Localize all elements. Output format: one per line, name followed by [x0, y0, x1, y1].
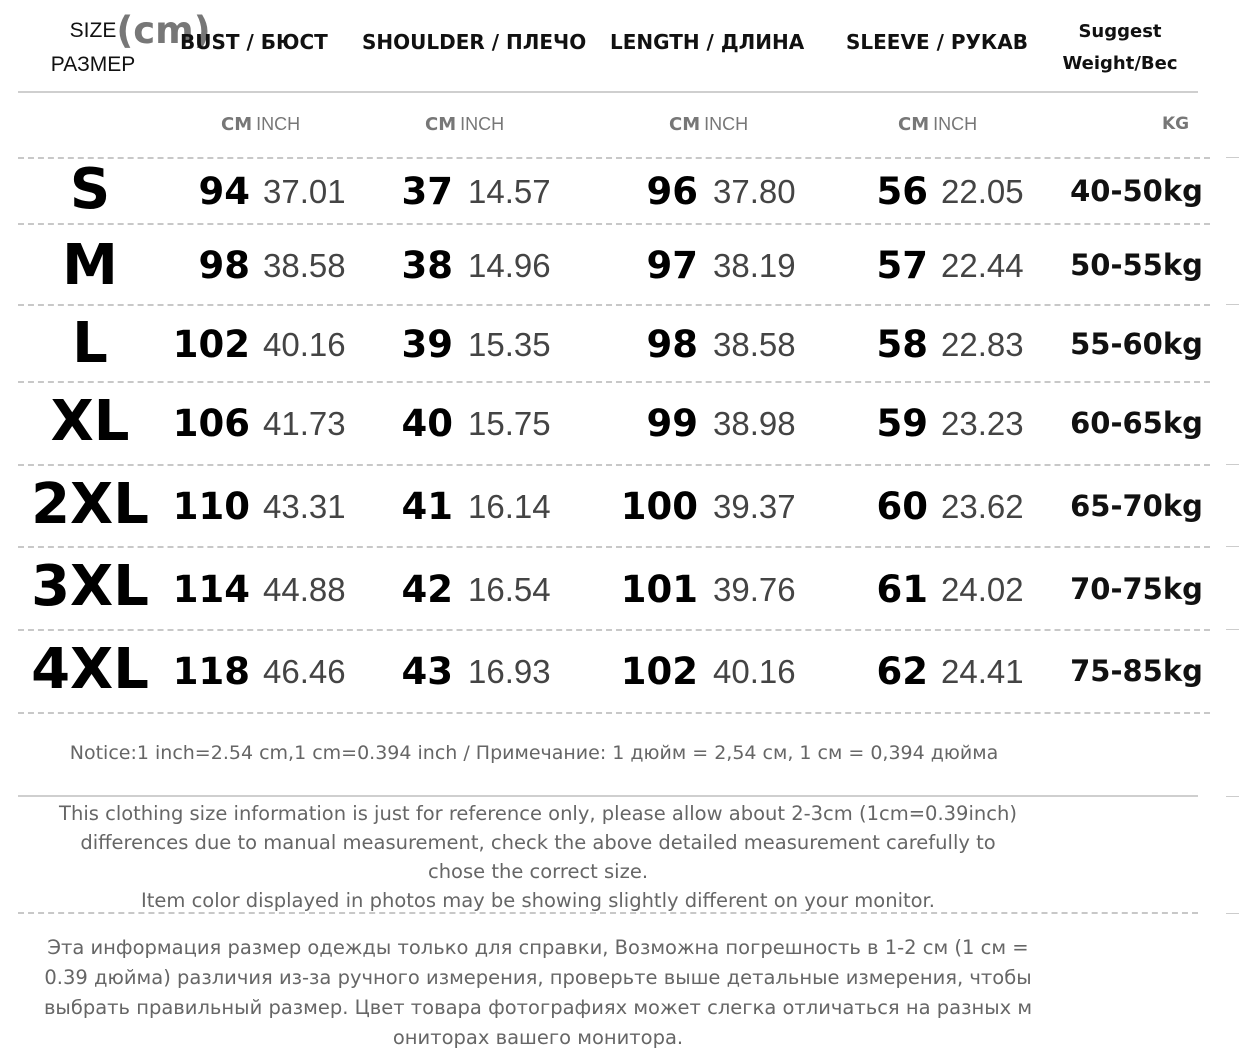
shoulder-inch: 15.35	[468, 326, 551, 363]
size-label: L	[72, 311, 108, 376]
row-divider	[18, 304, 1210, 306]
length-cm: 100	[620, 485, 698, 528]
sleeve-cm: 60	[876, 485, 928, 528]
sleeve-inch: 24.41	[941, 653, 1024, 690]
shoulder-inch: 16.93	[468, 653, 551, 690]
bust-cm: 98	[198, 244, 250, 287]
unit-kg: KG	[1162, 114, 1190, 134]
sleeve-header: SLEEVE / РУКАВ	[846, 30, 1028, 54]
table-row	[0, 227, 1239, 304]
russian-note-line: ониторах вашего монитора.	[392, 1026, 684, 1049]
length-cm: 101	[620, 568, 698, 611]
bust-units	[221, 114, 300, 135]
sleeve-inch: 24.02	[941, 571, 1024, 608]
bust-header: BUST / БЮСТ	[180, 30, 328, 54]
shoulder-inch: 14.96	[468, 247, 551, 284]
length-inch: 39.37	[713, 488, 796, 525]
edge-tick	[1226, 913, 1239, 914]
unit-cm: CM	[221, 114, 253, 135]
edge-tick	[1226, 796, 1239, 797]
english-note-line: This clothing size information is just for reference only, please allow about 2-3cm (1cm=0.39inch)	[59, 802, 1017, 825]
length-cm: 99	[646, 402, 698, 445]
shoulder-inch: 15.75	[468, 405, 551, 442]
weight-value: 40-50kg	[1070, 174, 1203, 208]
size-header-label: SIZE	[69, 19, 117, 42]
shoulder-header: SHOULDER / ПЛЕЧО	[362, 30, 587, 54]
english-note-line: differences due to manual measurement, check the above detailed measurement carefully to	[80, 831, 996, 854]
conversion-notice: Notice:1 inch=2.54 cm,1 cm=0.394 inch / Примечание: 1 дюйм = 2,54 см, 1 см = 0,394 дюйма	[69, 742, 999, 764]
sleeve-inch: 22.05	[941, 173, 1024, 210]
length-cm: 102	[620, 650, 698, 693]
weight-value: 65-70kg	[1070, 489, 1203, 523]
english-note-line: Item color displayed in photos may be showing slightly different on your monitor.	[141, 889, 935, 912]
unit-cm: CM	[425, 114, 457, 135]
shoulder-inch: 16.54	[468, 571, 551, 608]
size-label: S	[69, 157, 111, 222]
russian-note-line: 0.39 дюйма) различия из-за ручного измерения, проверьте выше детальные измерения, чтобы	[44, 966, 1032, 989]
length-cm: 97	[646, 244, 698, 287]
edge-tick	[1226, 304, 1239, 305]
edge-tick	[1226, 464, 1239, 465]
row-divider	[18, 223, 1210, 225]
sleeve-inch: 22.44	[941, 247, 1024, 284]
edge-tick	[1226, 629, 1239, 630]
unit-inch: INCH	[460, 114, 505, 134]
edge-tick	[1226, 157, 1239, 158]
weight-header-suggest: Suggest	[1078, 21, 1162, 42]
sleeve-cm: 56	[876, 170, 928, 213]
bust-inch: 38.58	[263, 247, 346, 284]
table-row	[0, 308, 1239, 381]
length-inch: 38.58	[713, 326, 796, 363]
length-cm: 96	[646, 170, 698, 213]
shoulder-inch: 14.57	[468, 173, 551, 210]
size-label: M	[62, 233, 118, 298]
weight-value: 75-85kg	[1070, 654, 1203, 688]
sleeve-cm: 62	[876, 650, 928, 693]
sleeve-cm: 59	[876, 402, 928, 445]
row-divider	[18, 381, 1210, 383]
shoulder-cm: 39	[401, 323, 453, 366]
row-divider	[18, 712, 1210, 714]
notes-divider	[18, 795, 1198, 797]
size-label: 2XL	[31, 472, 149, 537]
header-divider	[18, 91, 1198, 93]
shoulder-inch: 16.14	[468, 488, 551, 525]
size-label: 4XL	[31, 637, 149, 702]
bust-inch: 46.46	[263, 653, 346, 690]
russian-note	[18, 933, 1058, 1053]
length-inch: 37.80	[713, 173, 796, 210]
table-row	[0, 550, 1239, 629]
russian-note-line: Эта информация размер одежды только для справки, Возможна погрешность в 1-2 см (1 см =	[47, 936, 1029, 959]
sleeve-inch: 22.83	[941, 326, 1024, 363]
bust-cm: 110	[172, 485, 250, 528]
sleeve-cm: 61	[876, 568, 928, 611]
size-label: XL	[50, 389, 130, 454]
shoulder-cm: 38	[401, 244, 453, 287]
row-divider	[18, 157, 1210, 159]
english-note-line: chose the correct size.	[427, 860, 649, 883]
row-divider	[18, 629, 1210, 631]
size-label: 3XL	[31, 554, 149, 619]
length-header: LENGTH / ДЛИНА	[610, 30, 805, 54]
length-units	[669, 114, 748, 135]
table-row	[0, 468, 1239, 546]
bust-inch: 40.16	[263, 326, 346, 363]
bust-inch: 44.88	[263, 571, 346, 608]
sleeve-cm: 57	[876, 244, 928, 287]
length-inch: 40.16	[713, 653, 796, 690]
russian-note-line: выбрать правильный размер. Цвет товара фотографиях может слегка отличаться на разных м	[43, 996, 1033, 1019]
sleeve-inch: 23.62	[941, 488, 1024, 525]
length-inch: 38.98	[713, 405, 796, 442]
row-divider	[18, 464, 1210, 466]
unit-cm: CM	[669, 114, 701, 135]
bust-cm: 94	[198, 170, 250, 213]
edge-tick	[1226, 546, 1239, 547]
table-row	[0, 633, 1239, 712]
weight-value: 60-65kg	[1070, 406, 1203, 440]
shoulder-cm: 40	[401, 402, 453, 445]
weight-value: 55-60kg	[1070, 327, 1203, 361]
bust-inch: 37.01	[263, 173, 346, 210]
size-header-unit: (cm)	[116, 9, 211, 52]
unit-inch: INCH	[933, 114, 978, 134]
size-header-ru: РАЗМЕР	[50, 53, 136, 76]
shoulder-cm: 37	[401, 170, 453, 213]
english-note	[18, 799, 1058, 915]
length-inch: 38.19	[713, 247, 796, 284]
table-row	[0, 157, 1239, 223]
unit-inch: INCH	[704, 114, 749, 134]
weight-header-label: Weight/Вес	[1062, 53, 1178, 74]
weight-value: 70-75kg	[1070, 572, 1203, 606]
sleeve-units	[898, 114, 977, 135]
shoulder-cm: 41	[401, 485, 453, 528]
row-divider	[18, 546, 1210, 548]
bust-inch: 41.73	[263, 405, 346, 442]
bust-cm: 118	[172, 650, 250, 693]
weight-header	[1050, 16, 1190, 80]
bust-inch: 43.31	[263, 488, 346, 525]
shoulder-cm: 43	[401, 650, 453, 693]
notes-divider-dashed	[18, 912, 1198, 914]
bust-cm: 102	[172, 323, 250, 366]
length-inch: 39.76	[713, 571, 796, 608]
size-header	[18, 9, 211, 82]
unit-inch: INCH	[256, 114, 301, 134]
weight-value: 50-55kg	[1070, 248, 1203, 282]
unit-cm: CM	[898, 114, 930, 135]
sleeve-inch: 23.23	[941, 405, 1024, 442]
sleeve-cm: 58	[876, 323, 928, 366]
shoulder-cm: 42	[401, 568, 453, 611]
length-cm: 98	[646, 323, 698, 366]
table-row	[0, 385, 1239, 464]
bust-cm: 106	[172, 402, 250, 445]
bust-cm: 114	[172, 568, 250, 611]
shoulder-units	[425, 114, 504, 135]
